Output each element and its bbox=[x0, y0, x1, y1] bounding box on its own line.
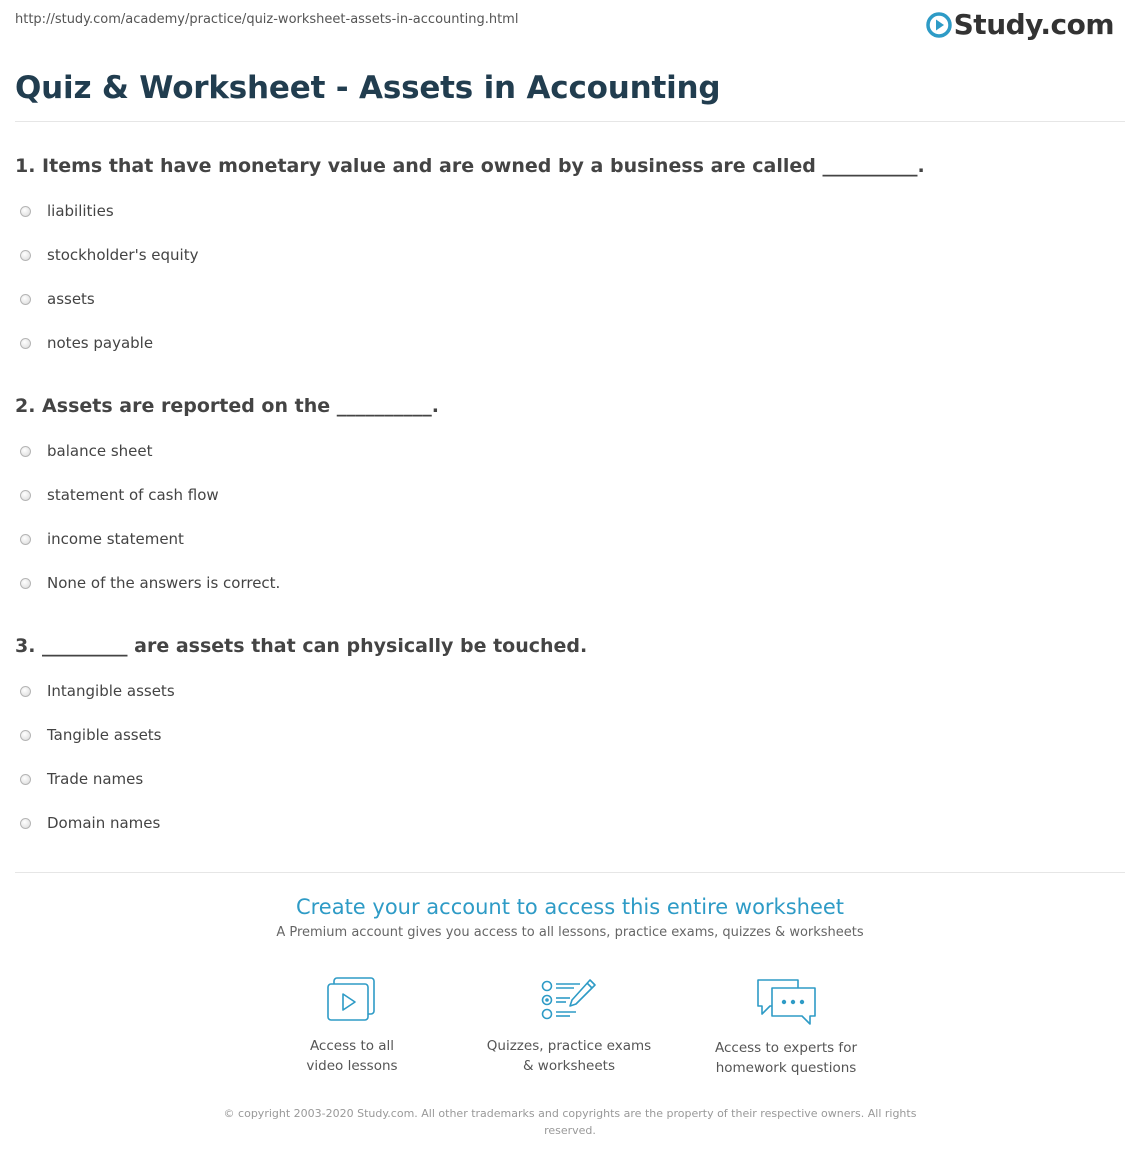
create-account-link[interactable]: Create your account to access this entire worksheet bbox=[295, 895, 845, 919]
answer-option[interactable] bbox=[20, 681, 175, 725]
question-3: 3. _________ are assets that can physically be touched. bbox=[15, 635, 588, 657]
answer-label: Trade names bbox=[47, 770, 144, 788]
feature-line: Access to experts for bbox=[714, 1040, 857, 1056]
radio-button[interactable] bbox=[20, 294, 31, 305]
answer-option[interactable] bbox=[20, 245, 198, 289]
radio-button[interactable] bbox=[20, 206, 31, 217]
radio-button[interactable] bbox=[20, 818, 31, 829]
play-logo-icon bbox=[926, 12, 952, 38]
feature-quizzes bbox=[459, 976, 679, 1076]
answer-label: liabilities bbox=[47, 202, 114, 220]
answer-option[interactable] bbox=[20, 813, 175, 857]
study-logo[interactable] bbox=[926, 8, 1114, 41]
answer-option[interactable] bbox=[20, 289, 198, 333]
question-2: 2. Assets are reported on the __________. bbox=[15, 395, 439, 417]
answer-option[interactable] bbox=[20, 333, 198, 377]
answer-option[interactable] bbox=[20, 529, 280, 573]
quiz-checklist-icon bbox=[540, 976, 598, 1024]
answer-label: statement of cash flow bbox=[47, 486, 219, 504]
logo-text: Study.com bbox=[953, 8, 1114, 41]
chat-bubbles-icon bbox=[754, 976, 818, 1026]
feature-label bbox=[459, 1036, 679, 1076]
feature-line: Quizzes, practice exams bbox=[486, 1038, 652, 1054]
feature-label bbox=[676, 1038, 896, 1078]
divider bbox=[15, 121, 1125, 122]
radio-button[interactable] bbox=[20, 578, 31, 589]
feature-experts bbox=[676, 976, 896, 1078]
page-title: Quiz & Worksheet - Assets in Accounting bbox=[15, 70, 721, 106]
top-bar bbox=[0, 0, 1140, 52]
answer-label: None of the answers is correct. bbox=[47, 574, 281, 592]
radio-button[interactable] bbox=[20, 250, 31, 261]
radio-button[interactable] bbox=[20, 338, 31, 349]
answer-label: balance sheet bbox=[47, 442, 153, 460]
divider bbox=[15, 872, 1125, 873]
answer-option[interactable] bbox=[20, 201, 198, 245]
answer-list-2 bbox=[20, 441, 280, 617]
answer-label: Domain names bbox=[47, 814, 161, 832]
feature-line: homework questions bbox=[715, 1060, 857, 1076]
feature-video-lessons bbox=[242, 976, 462, 1076]
answer-label: income statement bbox=[47, 530, 184, 548]
radio-button[interactable] bbox=[20, 446, 31, 457]
page-url: http://study.com/academy/practice/quiz-worksheet-assets-in-accounting.html bbox=[15, 12, 519, 27]
answer-option[interactable] bbox=[20, 485, 280, 529]
answer-label: stockholder's equity bbox=[47, 246, 199, 264]
question-1: 1. Items that have monetary value and are owned by a business are called __________. bbox=[15, 155, 925, 177]
answer-list-1 bbox=[20, 201, 198, 377]
answer-option[interactable] bbox=[20, 725, 175, 769]
copyright-notice: © copyright 2003-2020 Study.com. All other trademarks and copyrights are the property of their respective owners. All rights reserved. bbox=[223, 1107, 917, 1137]
answer-list-3 bbox=[20, 681, 175, 857]
feature-label bbox=[242, 1036, 462, 1076]
feature-line: video lessons bbox=[306, 1058, 398, 1074]
radio-button[interactable] bbox=[20, 686, 31, 697]
feature-line: & worksheets bbox=[522, 1058, 615, 1074]
answer-option[interactable] bbox=[20, 441, 280, 485]
answer-label: assets bbox=[47, 290, 95, 308]
radio-button[interactable] bbox=[20, 774, 31, 785]
radio-button[interactable] bbox=[20, 490, 31, 501]
answer-label: Tangible assets bbox=[47, 726, 162, 744]
feature-line: Access to all bbox=[309, 1038, 395, 1054]
answer-option[interactable] bbox=[20, 573, 280, 617]
answer-option[interactable] bbox=[20, 769, 175, 813]
answer-label: notes payable bbox=[47, 334, 154, 352]
premium-description: A Premium account gives you access to all lessons, practice exams, quizzes & worksheets bbox=[276, 925, 864, 940]
radio-button[interactable] bbox=[20, 534, 31, 545]
radio-button[interactable] bbox=[20, 730, 31, 741]
answer-label: Intangible assets bbox=[47, 682, 175, 700]
video-lessons-icon bbox=[325, 976, 379, 1024]
